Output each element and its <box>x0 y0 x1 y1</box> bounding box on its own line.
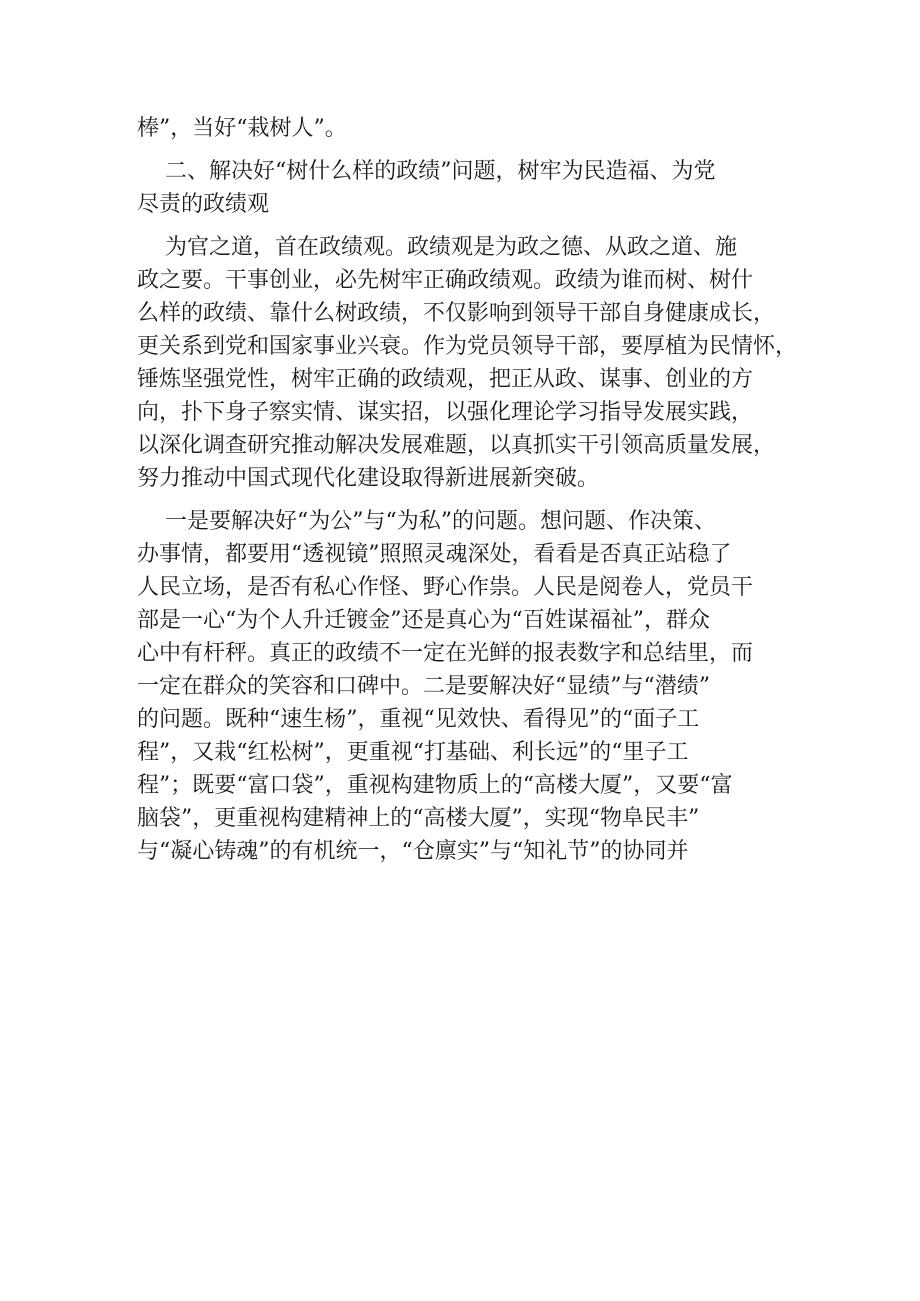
text-line: 程”；既要“富口袋”，重视构建物质上的“高楼大厦”，又要“富 <box>137 773 733 798</box>
text-line: 一是要解决好“为公”与“为私”的问题。想问题、作决策、 <box>137 509 716 534</box>
text-line: 以深化调查研究推动解决发展难题，以真抓实干引领高质量发展， <box>137 433 776 458</box>
text-line: 脑袋”，更重视构建精神上的“高楼大厦”，实现“物阜民丰” <box>137 806 700 831</box>
paragraph-spacer <box>137 221 797 231</box>
text-line: 的问题。既种“速生杨”，重视“见效快、看得见”的“面子工 <box>137 707 700 732</box>
text-line: 部是一心“为个人升迁镀金”还是真心为“百姓谋福祉”，群众 <box>137 608 710 633</box>
text-line: 更关系到党和国家事业兴衰。作为党员领导干部，要厚植为民情怀， <box>137 334 798 359</box>
text-line: 办事情，都要用“透视镜”照照灵魂深处，看看是否真正站稳了 <box>137 542 732 567</box>
document-body <box>137 112 797 868</box>
paragraph-spacer <box>137 495 797 505</box>
text-line: 政之要。干事创业，必先树牢正确政绩观。政绩为谁而树、树什 <box>137 268 754 293</box>
text-line: 棒”，当好“栽树人”。 <box>137 116 347 141</box>
text-line: 二、解决好“树什么样的政绩”问题，树牢为民造福、为党 <box>137 159 716 184</box>
text-line: 锤炼坚强党性，树牢正确的政绩观，把正从政、谋事、创业的方 <box>137 367 754 392</box>
text-line: 程”，又栽“红松树”，更重视“打基础、利长远”的“里子工 <box>137 740 689 765</box>
paragraph-spacer <box>137 145 797 155</box>
text-line: 努力推动中国式现代化建设取得新进展新突破。 <box>137 466 600 491</box>
text-line: 与“凝心铸魂”的有机统一，“仓廪实”与“知礼节”的协同并 <box>137 839 689 864</box>
text-line: 一定在群众的笑容和口碑中。二是要解决好“显绩”与“潜绩” <box>137 674 710 699</box>
text-line: 为官之道，首在政绩观。政绩观是为政之德、从政之道、施 <box>137 235 737 260</box>
text-line: 么样的政绩、靠什么树政绩，不仅影响到领导干部自身健康成长， <box>137 301 776 326</box>
text-line: 人民立场，是否有私心作怪、野心作祟。人民是阅卷人，党员干 <box>137 575 754 600</box>
text-line: 向，扑下身子察实情、谋实招，以强化理论学习指导发展实践， <box>137 400 754 425</box>
text-line: 心中有杆秤。真正的政绩不一定在光鲜的报表数字和总结里，而 <box>137 641 754 666</box>
text-line: 尽责的政绩观 <box>137 192 270 217</box>
